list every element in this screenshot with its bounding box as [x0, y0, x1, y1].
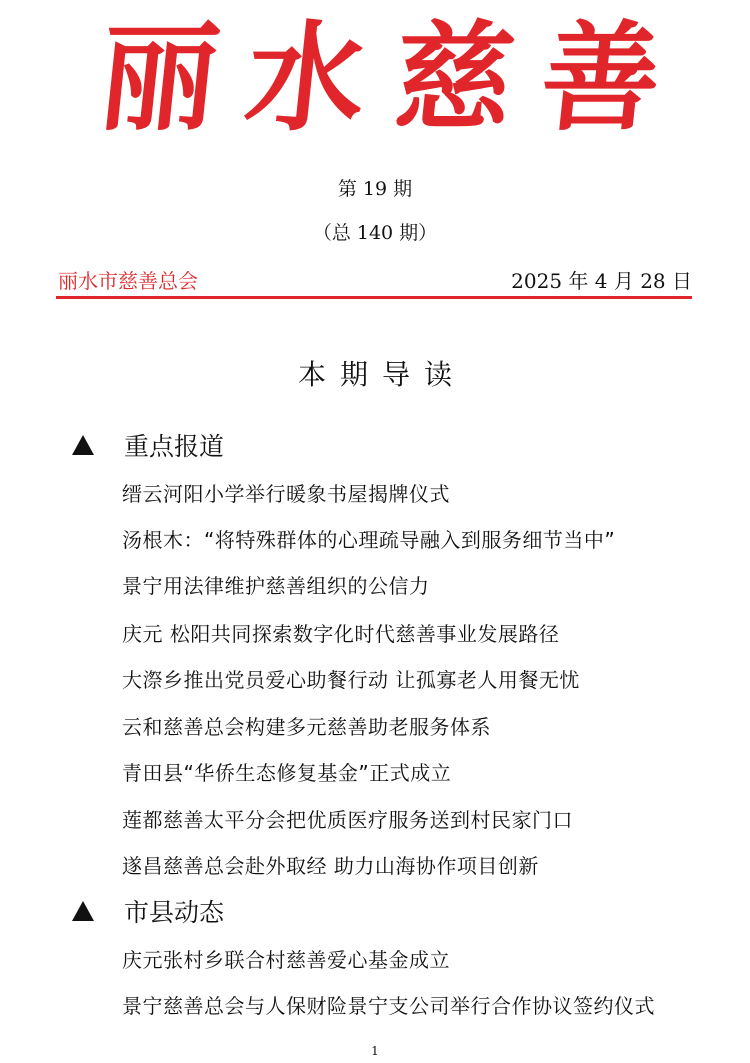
- masthead-char-2: 水: [240, 8, 373, 147]
- list-item: 景宁用法律维护慈善组织的公信力: [122, 574, 430, 598]
- guide-title: 本期导读: [297, 358, 466, 391]
- masthead-char-4: 善: [534, 8, 668, 147]
- masthead-char-1: 丽: [92, 8, 226, 147]
- page-number: 1: [371, 1044, 379, 1058]
- publisher-name: 丽水市慈善总会: [58, 269, 198, 293]
- list-item: 汤根木：“将特殊群体的心理疏导融入到服务细节当中”: [122, 528, 616, 552]
- publisher-row: [58, 264, 692, 294]
- masthead-logo: [92, 8, 668, 148]
- list-item: 庆元 松阳共同探索数字化时代慈善事业发展路径: [122, 622, 560, 646]
- issue-total: （总 140 期）: [312, 222, 438, 244]
- list-item: 青田县“华侨生态修复基金”正式成立: [122, 761, 452, 785]
- section-title: 市县动态: [124, 898, 225, 927]
- issue-number: 第 19 期: [337, 178, 413, 200]
- triangle-icon: [72, 435, 94, 455]
- header-divider: [56, 296, 692, 299]
- list-item: 云和慈善总会构建多元慈善助老服务体系: [122, 715, 491, 739]
- masthead-char-3: 慈: [387, 8, 521, 147]
- section-title: 重点报道: [124, 432, 225, 461]
- list-item: 庆元张村乡联合村慈善爱心基金成立: [122, 948, 450, 972]
- section-heading-key-reports: [72, 427, 224, 463]
- publish-date: 2025 年 4 月 28 日: [511, 269, 692, 293]
- section-heading-city-county-news: [72, 893, 224, 929]
- list-item: 遂昌慈善总会赴外取经 助力山海协作项目创新: [122, 854, 539, 878]
- list-item: 大漈乡推出党员爱心助餐行动 让孤寡老人用餐无忧: [122, 668, 580, 692]
- list-item: 景宁慈善总会与人保财险景宁支公司举行合作协议签约仪式: [122, 994, 655, 1018]
- list-item: 缙云河阳小学举行暖象书屋揭牌仪式: [122, 482, 450, 506]
- list-item: 莲都慈善太平分会把优质医疗服务送到村民家门口: [122, 808, 573, 832]
- triangle-icon: [72, 901, 94, 921]
